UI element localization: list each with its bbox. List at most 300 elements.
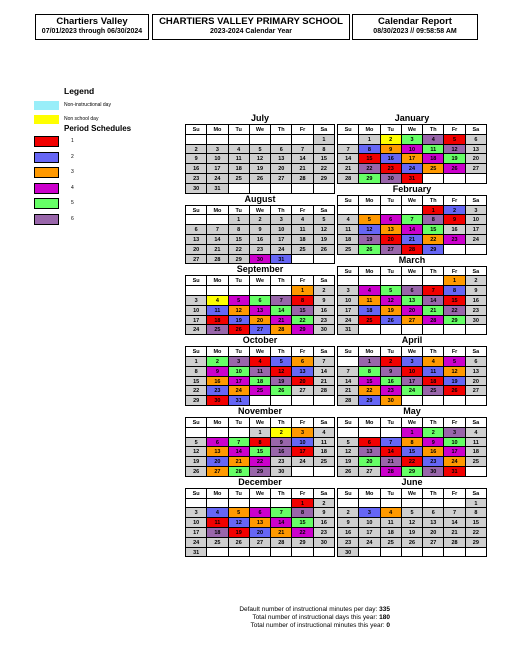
weekday-header: We xyxy=(402,267,423,277)
empty-cell xyxy=(207,499,228,509)
day-cell: 14 xyxy=(271,518,292,528)
weekday-header: Mo xyxy=(207,418,228,428)
day-cell: 2 xyxy=(381,357,402,367)
day-cell: 19 xyxy=(229,316,250,326)
day-cell: 15 xyxy=(250,447,271,457)
day-cell: 4 xyxy=(423,135,444,145)
empty-cell xyxy=(271,184,292,194)
day-cell: 5 xyxy=(444,357,465,367)
weekday-header: We xyxy=(402,489,423,499)
day-cell: 24 xyxy=(271,245,292,255)
day-cell: 5 xyxy=(271,357,292,367)
day-cell: 15 xyxy=(292,518,313,528)
period-label: 2 xyxy=(71,153,74,160)
empty-cell xyxy=(186,428,207,438)
day-cell: 5 xyxy=(229,508,250,518)
day-cell: 28 xyxy=(271,325,292,335)
day-cell: 23 xyxy=(381,164,402,174)
day-cell: 8 xyxy=(359,367,380,377)
day-cell: 10 xyxy=(466,215,487,225)
day-cell: 5 xyxy=(381,286,402,296)
weekday-header: Mo xyxy=(359,267,380,277)
day-cell: 2 xyxy=(444,206,465,216)
day-cell: 6 xyxy=(402,286,423,296)
day-cell: 16 xyxy=(338,528,359,538)
weekday-header: Fr xyxy=(292,347,313,357)
day-cell: 23 xyxy=(338,538,359,548)
day-cell: 24 xyxy=(444,457,465,467)
day-cell: 22 xyxy=(292,528,313,538)
day-cell: 29 xyxy=(250,467,271,477)
day-cell: 21 xyxy=(402,235,423,245)
day-cell: 28 xyxy=(229,467,250,477)
empty-cell xyxy=(423,325,444,335)
day-cell: 20 xyxy=(207,457,228,467)
day-cell: 27 xyxy=(292,386,313,396)
day-cell: 14 xyxy=(338,154,359,164)
day-cell: 26 xyxy=(402,538,423,548)
month-title: September xyxy=(236,264,284,275)
weekday-header: Tu xyxy=(381,347,402,357)
weekday-header: Su xyxy=(186,489,207,499)
weekday-header: We xyxy=(250,206,271,216)
day-cell: 5 xyxy=(229,296,250,306)
day-cell: 30 xyxy=(338,548,359,558)
day-cell: 5 xyxy=(402,508,423,518)
day-cell: 3 xyxy=(186,296,207,306)
day-cell: 10 xyxy=(338,296,359,306)
period-swatch xyxy=(34,167,59,178)
weekday-header: Fr xyxy=(444,125,465,135)
empty-cell xyxy=(314,548,335,558)
day-cell: 28 xyxy=(207,255,228,265)
day-cell: 8 xyxy=(292,296,313,306)
date-range: 07/01/2023 through 06/30/2024 xyxy=(41,28,143,35)
empty-cell xyxy=(444,396,465,406)
empty-cell xyxy=(271,548,292,558)
day-cell: 15 xyxy=(423,225,444,235)
empty-cell xyxy=(381,325,402,335)
day-cell: 31 xyxy=(402,174,423,184)
month-title: July xyxy=(250,113,269,123)
day-cell: 18 xyxy=(250,377,271,387)
day-cell: 26 xyxy=(271,386,292,396)
month-april xyxy=(337,335,487,406)
day-cell: 28 xyxy=(271,538,292,548)
empty-cell xyxy=(444,548,465,558)
day-cell: 13 xyxy=(423,518,444,528)
empty-cell xyxy=(359,206,380,216)
day-cell: 27 xyxy=(466,386,487,396)
day-cell: 31 xyxy=(207,184,228,194)
day-cell: 20 xyxy=(250,316,271,326)
day-cell: 18 xyxy=(314,447,335,457)
day-cell: 27 xyxy=(402,316,423,326)
day-cell: 17 xyxy=(444,447,465,457)
day-cell: 29 xyxy=(229,255,250,265)
day-cell: 10 xyxy=(186,306,207,316)
day-cell: 29 xyxy=(186,396,207,406)
day-cell: 19 xyxy=(250,164,271,174)
day-cell: 20 xyxy=(466,154,487,164)
day-cell: 10 xyxy=(292,438,313,448)
day-cell: 10 xyxy=(229,367,250,377)
day-cell: 6 xyxy=(381,215,402,225)
day-cell: 22 xyxy=(292,316,313,326)
day-cell: 1 xyxy=(186,357,207,367)
empty-cell xyxy=(423,396,444,406)
weekday-header: Sa xyxy=(466,125,487,135)
empty-cell xyxy=(250,135,271,145)
month-title: March xyxy=(398,254,426,265)
day-cell: 20 xyxy=(292,377,313,387)
day-cell: 27 xyxy=(186,255,207,265)
day-cell: 16 xyxy=(314,306,335,316)
month-january xyxy=(337,113,487,184)
day-cell: 1 xyxy=(444,276,465,286)
day-cell: 9 xyxy=(314,296,335,306)
day-cell: 22 xyxy=(250,457,271,467)
day-cell: 20 xyxy=(250,528,271,538)
weekday-header: Sa xyxy=(314,418,335,428)
day-cell: 19 xyxy=(444,377,465,387)
day-cell: 23 xyxy=(444,235,465,245)
weekday-header: Tu xyxy=(229,206,250,216)
day-cell: 5 xyxy=(338,438,359,448)
day-cell: 3 xyxy=(229,357,250,367)
legend xyxy=(34,86,174,229)
empty-cell xyxy=(338,357,359,367)
day-cell: 19 xyxy=(381,306,402,316)
month-title: May xyxy=(403,406,421,416)
day-cell: 27 xyxy=(466,164,487,174)
day-cell: 25 xyxy=(423,386,444,396)
day-cell: 6 xyxy=(250,296,271,306)
day-cell: 9 xyxy=(381,145,402,155)
day-cell: 16 xyxy=(271,447,292,457)
weekday-header: Sa xyxy=(466,489,487,499)
period-label: 4 xyxy=(71,184,74,191)
empty-cell xyxy=(466,325,487,335)
day-cell: 1 xyxy=(359,135,380,145)
day-cell: 10 xyxy=(271,225,292,235)
day-cell: 18 xyxy=(423,154,444,164)
day-cell: 3 xyxy=(186,508,207,518)
period-schedule-2 xyxy=(34,152,174,168)
empty-cell xyxy=(338,499,359,509)
weekday-header: We xyxy=(250,125,271,135)
empty-cell xyxy=(466,467,487,477)
month-grid xyxy=(337,346,487,406)
legend-label: Non school day xyxy=(64,116,99,122)
day-cell: 24 xyxy=(402,386,423,396)
day-cell: 9 xyxy=(186,154,207,164)
weekday-header: Fr xyxy=(292,276,313,286)
empty-cell xyxy=(229,499,250,509)
day-cell: 18 xyxy=(423,377,444,387)
day-cell: 28 xyxy=(292,174,313,184)
empty-cell xyxy=(250,499,271,509)
weekday-header: Th xyxy=(271,489,292,499)
empty-cell xyxy=(292,135,313,145)
day-cell: 10 xyxy=(444,438,465,448)
month-june xyxy=(337,477,487,558)
weekday-header: Th xyxy=(271,276,292,286)
legend-item-non-instructional xyxy=(34,100,174,110)
day-cell: 5 xyxy=(359,215,380,225)
legend-swatch xyxy=(34,101,59,110)
empty-cell xyxy=(402,206,423,216)
day-cell: 12 xyxy=(250,154,271,164)
day-cell: 12 xyxy=(338,447,359,457)
day-cell: 30 xyxy=(466,316,487,326)
period-label: 5 xyxy=(71,200,74,206)
empty-cell xyxy=(381,276,402,286)
empty-cell xyxy=(250,286,271,296)
day-cell: 18 xyxy=(359,306,380,316)
day-cell: 18 xyxy=(338,235,359,245)
empty-cell xyxy=(186,135,207,145)
weekday-header: Mo xyxy=(207,347,228,357)
day-cell: 5 xyxy=(186,438,207,448)
weekday-header: Fr xyxy=(444,196,465,206)
day-cell: 26 xyxy=(229,325,250,335)
day-cell: 25 xyxy=(250,386,271,396)
weekday-header: Fr xyxy=(292,418,313,428)
day-cell: 20 xyxy=(381,235,402,245)
weekday-header: Fr xyxy=(444,347,465,357)
empty-cell xyxy=(314,396,335,406)
day-cell: 12 xyxy=(314,225,335,235)
empty-cell xyxy=(186,215,207,225)
weekday-header: Sa xyxy=(466,196,487,206)
day-cell: 15 xyxy=(444,296,465,306)
day-cell: 9 xyxy=(314,508,335,518)
day-cell: 19 xyxy=(338,457,359,467)
empty-cell xyxy=(250,396,271,406)
day-cell: 9 xyxy=(207,367,228,377)
day-cell: 27 xyxy=(359,467,380,477)
weekday-header: Sa xyxy=(466,347,487,357)
day-cell: 20 xyxy=(423,528,444,538)
day-cell: 18 xyxy=(381,528,402,538)
day-cell: 7 xyxy=(207,225,228,235)
day-cell: 27 xyxy=(381,245,402,255)
day-cell: 14 xyxy=(229,447,250,457)
day-cell: 24 xyxy=(359,538,380,548)
month-september xyxy=(185,264,335,335)
weekday-header: Mo xyxy=(207,206,228,216)
weekday-header: Th xyxy=(423,267,444,277)
day-cell: 28 xyxy=(381,467,402,477)
day-cell: 8 xyxy=(229,225,250,235)
day-cell: 25 xyxy=(359,316,380,326)
day-cell: 14 xyxy=(207,235,228,245)
empty-cell xyxy=(444,325,465,335)
period-schedule-1 xyxy=(34,136,174,152)
weekday-header: Tu xyxy=(381,125,402,135)
day-cell: 11 xyxy=(423,367,444,377)
day-cell: 11 xyxy=(250,367,271,377)
day-cell: 14 xyxy=(292,154,313,164)
legend-title: Legend xyxy=(64,86,95,96)
day-cell: 21 xyxy=(444,528,465,538)
empty-cell xyxy=(207,428,228,438)
empty-cell xyxy=(207,135,228,145)
month-title: December xyxy=(238,476,282,487)
weekday-header: Fr xyxy=(292,125,313,135)
day-cell: 9 xyxy=(444,215,465,225)
day-cell: 14 xyxy=(444,518,465,528)
day-cell: 24 xyxy=(292,457,313,467)
weekday-header: We xyxy=(402,347,423,357)
weekday-header: Mo xyxy=(207,125,228,135)
day-cell: 1 xyxy=(423,206,444,216)
empty-cell xyxy=(292,548,313,558)
day-cell: 26 xyxy=(186,467,207,477)
day-cell: 26 xyxy=(359,245,380,255)
day-cell: 17 xyxy=(271,235,292,245)
day-cell: 22 xyxy=(359,164,380,174)
weekday-header: Tu xyxy=(229,489,250,499)
day-cell: 31 xyxy=(444,467,465,477)
day-cell: 20 xyxy=(271,164,292,174)
day-cell: 15 xyxy=(402,447,423,457)
header-report-box xyxy=(352,14,478,40)
day-cell: 7 xyxy=(271,296,292,306)
day-cell: 13 xyxy=(250,518,271,528)
day-cell: 21 xyxy=(338,386,359,396)
empty-cell xyxy=(402,499,423,509)
empty-cell xyxy=(186,286,207,296)
day-cell: 8 xyxy=(444,286,465,296)
empty-cell xyxy=(338,206,359,216)
period-swatch xyxy=(34,214,59,225)
day-cell: 22 xyxy=(359,386,380,396)
empty-cell xyxy=(229,184,250,194)
day-cell: 2 xyxy=(207,357,228,367)
day-cell: 14 xyxy=(423,296,444,306)
weekday-header: Sa xyxy=(314,489,335,499)
day-cell: 13 xyxy=(186,235,207,245)
period-label: 6 xyxy=(71,215,74,222)
month-grid xyxy=(185,205,335,265)
day-cell: 18 xyxy=(466,447,487,457)
summary-label: Default number of instructional minutes per day: xyxy=(239,606,378,613)
day-cell: 21 xyxy=(423,306,444,316)
day-cell: 21 xyxy=(381,457,402,467)
day-cell: 28 xyxy=(338,174,359,184)
day-cell: 8 xyxy=(186,367,207,377)
weekday-header: Tu xyxy=(381,418,402,428)
period-schedule-4 xyxy=(34,183,174,199)
day-cell: 21 xyxy=(292,164,313,174)
day-cell: 8 xyxy=(250,438,271,448)
day-cell: 27 xyxy=(250,325,271,335)
weekday-header: Th xyxy=(271,418,292,428)
day-cell: 28 xyxy=(444,538,465,548)
day-cell: 21 xyxy=(229,457,250,467)
school-name: CHARTIERS VALLEY PRIMARY SCHOOL xyxy=(159,16,343,27)
day-cell: 29 xyxy=(466,538,487,548)
day-cell: 13 xyxy=(466,145,487,155)
day-cell: 25 xyxy=(229,174,250,184)
minutes-per-day-line xyxy=(160,606,390,614)
day-cell: 23 xyxy=(466,306,487,316)
day-cell: 13 xyxy=(359,447,380,457)
day-cell: 16 xyxy=(250,235,271,245)
day-cell: 30 xyxy=(423,467,444,477)
day-cell: 9 xyxy=(381,367,402,377)
day-cell: 8 xyxy=(292,508,313,518)
day-cell: 10 xyxy=(186,518,207,528)
day-cell: 12 xyxy=(444,145,465,155)
day-cell: 28 xyxy=(314,386,335,396)
day-cell: 12 xyxy=(402,518,423,528)
empty-cell xyxy=(381,206,402,216)
summary-label: Total number of instructional days this year: xyxy=(252,614,378,621)
day-cell: 15 xyxy=(229,235,250,245)
day-cell: 5 xyxy=(314,215,335,225)
day-cell: 3 xyxy=(466,206,487,216)
header-district-box xyxy=(35,14,149,40)
weekday-header: Mo xyxy=(359,196,380,206)
empty-cell xyxy=(314,255,335,265)
day-cell: 20 xyxy=(402,306,423,316)
day-cell: 4 xyxy=(229,145,250,155)
day-cell: 6 xyxy=(466,135,487,145)
day-cell: 3 xyxy=(292,428,313,438)
day-cell: 10 xyxy=(402,145,423,155)
period-schedule-5 xyxy=(34,198,174,214)
month-grid xyxy=(185,275,335,335)
day-cell: 17 xyxy=(359,528,380,538)
day-cell: 30 xyxy=(186,184,207,194)
day-cell: 17 xyxy=(292,447,313,457)
day-cell: 16 xyxy=(423,447,444,457)
day-cell: 13 xyxy=(292,367,313,377)
weekday-header: Th xyxy=(423,347,444,357)
weekday-header: Th xyxy=(423,196,444,206)
day-cell: 7 xyxy=(292,145,313,155)
empty-cell xyxy=(423,174,444,184)
empty-cell xyxy=(423,276,444,286)
day-cell: 22 xyxy=(466,528,487,538)
day-cell: 11 xyxy=(466,438,487,448)
day-cell: 13 xyxy=(466,367,487,377)
day-cell: 12 xyxy=(381,296,402,306)
weekday-header: We xyxy=(250,347,271,357)
day-cell: 7 xyxy=(338,145,359,155)
day-cell: 22 xyxy=(314,164,335,174)
weekday-header: Su xyxy=(338,489,359,499)
day-cell: 15 xyxy=(314,154,335,164)
weekday-header: Tu xyxy=(229,125,250,135)
summary-footer xyxy=(160,606,400,630)
day-cell: 12 xyxy=(229,306,250,316)
empty-cell xyxy=(402,325,423,335)
day-cell: 11 xyxy=(314,438,335,448)
weekday-header: Th xyxy=(423,125,444,135)
day-cell: 16 xyxy=(444,225,465,235)
empty-cell xyxy=(229,286,250,296)
day-cell: 3 xyxy=(271,215,292,225)
day-cell: 4 xyxy=(250,357,271,367)
empty-cell xyxy=(466,174,487,184)
day-cell: 14 xyxy=(271,306,292,316)
empty-cell xyxy=(229,135,250,145)
empty-cell xyxy=(402,548,423,558)
